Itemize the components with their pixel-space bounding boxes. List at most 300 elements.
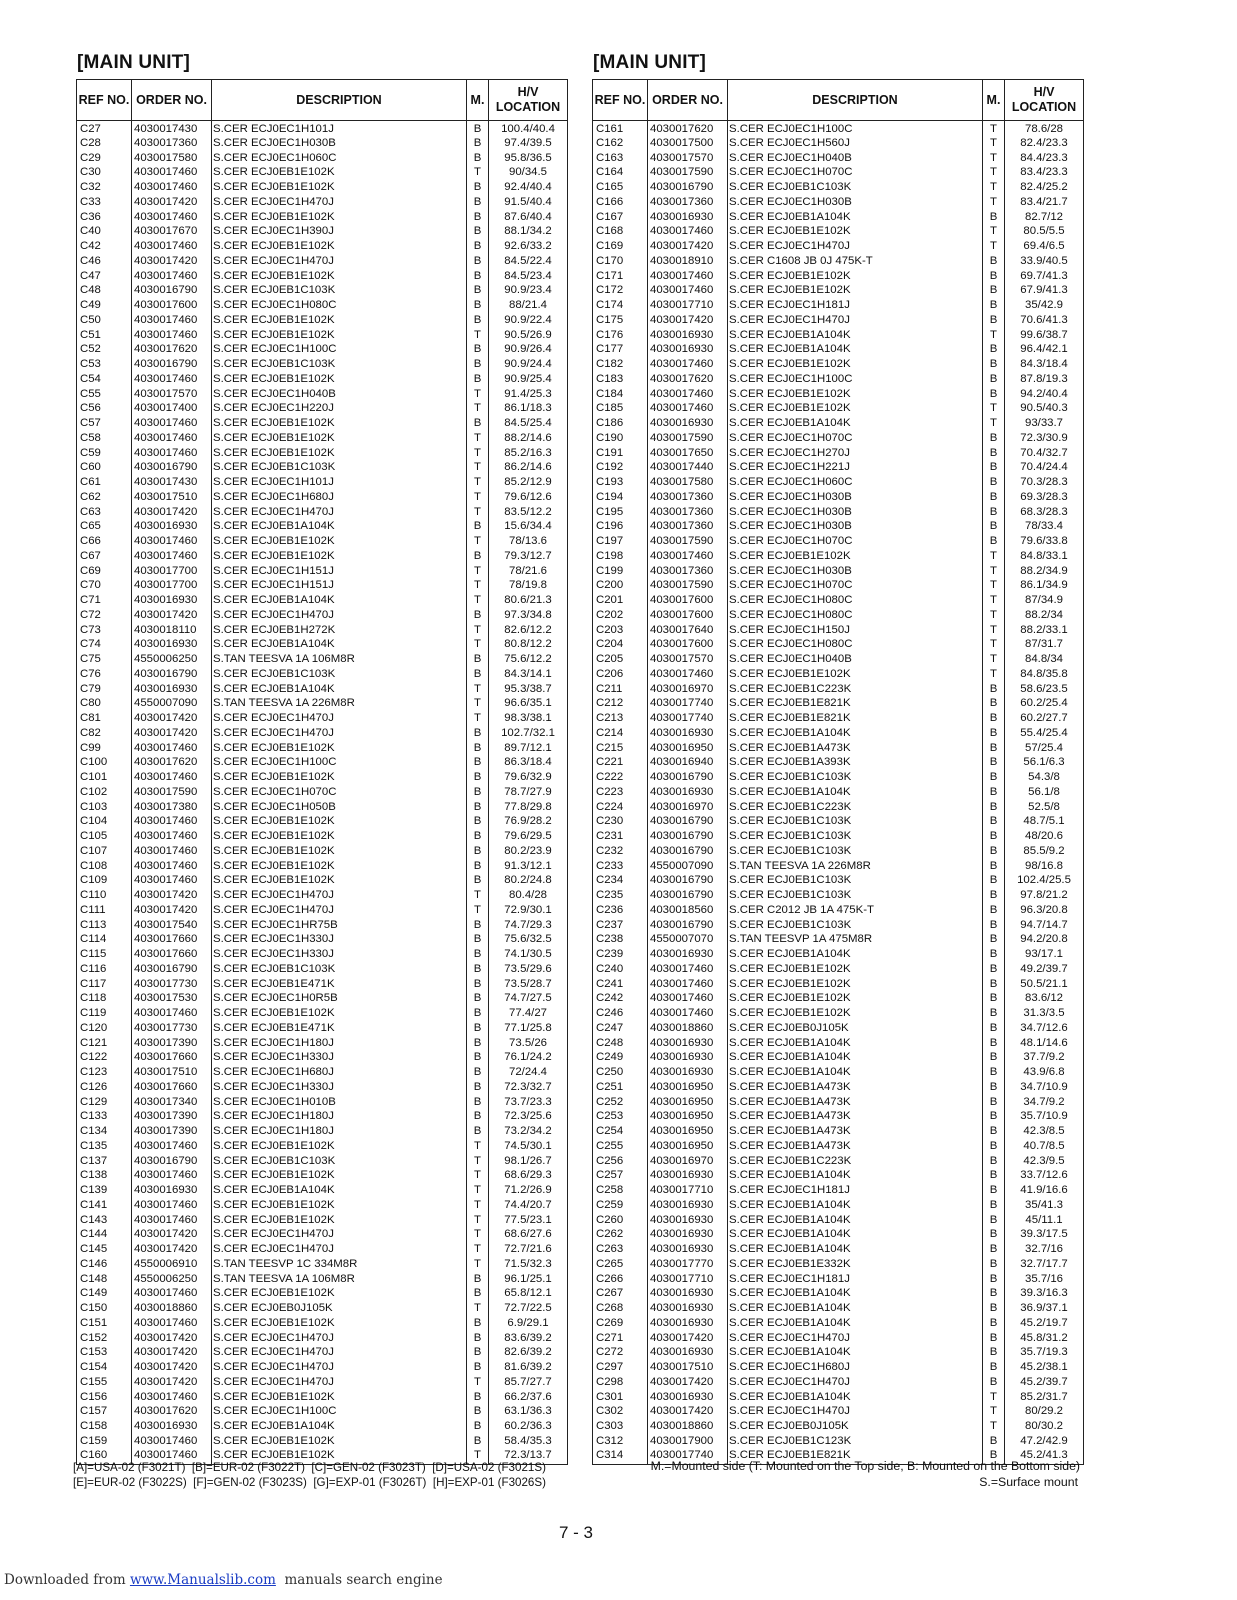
- order-no: 4030017420: [132, 1360, 212, 1375]
- description: S.CER ECJ0EB1E102K: [212, 1169, 467, 1184]
- description: S.TAN TEESVA 1A 106M8R: [212, 652, 467, 667]
- description: S.CER ECJ0EB1E102K: [212, 844, 467, 859]
- table-row: [77, 446, 568, 461]
- hv-location: 90.9/22.4: [489, 313, 568, 328]
- description: S.CER ECJ0EB1C123K: [728, 1434, 983, 1449]
- description: S.CER ECJ0EB1E102K: [212, 1006, 467, 1021]
- mounted-side: T: [467, 1301, 489, 1316]
- table-row: [593, 1316, 1084, 1331]
- mounted-side: B: [983, 1080, 1005, 1095]
- ref-no: C235: [593, 888, 648, 903]
- mounted-side: T: [983, 225, 1005, 240]
- order-no: 4030017360: [648, 490, 728, 505]
- description: S.CER ECJ0EC1H030B: [728, 490, 983, 505]
- description: S.CER ECJ0EB1E102K: [212, 770, 467, 785]
- table-row: [77, 1228, 568, 1243]
- mounted-side: B: [467, 372, 489, 387]
- table-row: [77, 1095, 568, 1110]
- ref-no: C46: [77, 254, 132, 269]
- description: S.CER ECJ0EC1H030B: [728, 564, 983, 579]
- hv-location: 84.5/22.4: [489, 254, 568, 269]
- hv-location: 36.9/37.1: [1005, 1301, 1084, 1316]
- order-no: 4030017640: [648, 623, 728, 638]
- table-row: [77, 888, 568, 903]
- table-row: [593, 593, 1084, 608]
- table-row: [593, 1434, 1084, 1449]
- table-row: [77, 328, 568, 343]
- ref-no: C238: [593, 933, 648, 948]
- description: S.CER ECJ0EB1E102K: [728, 269, 983, 284]
- hv-location: 98/16.8: [1005, 859, 1084, 874]
- description: S.CER ECJ0EC1H030B: [212, 136, 467, 151]
- hv-location: 74.5/30.1: [489, 1139, 568, 1154]
- hv-location: 80/29.2: [1005, 1405, 1084, 1420]
- hv-location: 91.3/12.1: [489, 859, 568, 874]
- table-row: [593, 416, 1084, 431]
- ref-no: C297: [593, 1360, 648, 1375]
- description: S.CER ECJ0EB1C103K: [728, 874, 983, 889]
- order-no: 4030016930: [648, 1287, 728, 1302]
- table-row: [593, 1405, 1084, 1420]
- order-no: 4030017460: [132, 1434, 212, 1449]
- description: S.CER ECJ0EB1A473K: [728, 741, 983, 756]
- order-no: 4030016950: [648, 1110, 728, 1125]
- order-no: 4030016790: [648, 180, 728, 195]
- description: S.CER ECJ0EB1E102K: [728, 402, 983, 417]
- mounted-side: B: [467, 1272, 489, 1287]
- order-no: 4030017400: [132, 402, 212, 417]
- ref-no: C107: [77, 844, 132, 859]
- mounted-side-legend: M.=Mounted side (T: Mounted on the Top side, B: Mounted on the Bottom side): [650, 1459, 1080, 1473]
- hv-location: 41.9/16.6: [1005, 1183, 1084, 1198]
- ref-no: C183: [593, 372, 648, 387]
- table-row: [593, 1390, 1084, 1405]
- hv-location: 69.4/6.5: [1005, 239, 1084, 254]
- order-no: 4030017540: [132, 918, 212, 933]
- description: S.CER ECJ0EB1E102K: [728, 284, 983, 299]
- mounted-side: B: [983, 1301, 1005, 1316]
- order-no: 4030017730: [132, 1021, 212, 1036]
- hv-location: 45.8/31.2: [1005, 1331, 1084, 1346]
- ref-no: C176: [593, 328, 648, 343]
- ref-no: C185: [593, 402, 648, 417]
- order-no: 4030016950: [648, 741, 728, 756]
- hv-location: 63.1/36.3: [489, 1405, 568, 1420]
- table-row: [593, 608, 1084, 623]
- mounted-side: B: [467, 874, 489, 889]
- order-no: 4030017420: [648, 1405, 728, 1420]
- table-row: [77, 136, 568, 151]
- ref-no: C79: [77, 682, 132, 697]
- mounted-side: B: [467, 549, 489, 564]
- order-no: 4030017740: [648, 711, 728, 726]
- ref-no: C215: [593, 741, 648, 756]
- order-no: 4030017430: [132, 121, 212, 137]
- hv-location: 92.4/40.4: [489, 180, 568, 195]
- order-no: 4030016950: [648, 1080, 728, 1095]
- table-row: [593, 1095, 1084, 1110]
- mounted-side: B: [467, 1360, 489, 1375]
- hv-location: 31.3/3.5: [1005, 1006, 1084, 1021]
- mounted-side: T: [467, 682, 489, 697]
- description: S.CER ECJ0EC1H470J: [728, 1331, 983, 1346]
- table-row: [593, 1331, 1084, 1346]
- mounted-side: B: [467, 121, 489, 137]
- hv-location: 96.3/20.8: [1005, 903, 1084, 918]
- order-no: 4030017460: [132, 1449, 212, 1465]
- order-no: 4030017460: [648, 977, 728, 992]
- order-no: 4030017420: [648, 1331, 728, 1346]
- hv-location: 82.4/25.2: [1005, 180, 1084, 195]
- order-no: 4030016790: [132, 284, 212, 299]
- description: S.CER ECJ0EC1H030B: [728, 520, 983, 535]
- order-no: 4030017570: [648, 652, 728, 667]
- table-row: [593, 962, 1084, 977]
- description: S.CER ECJ0EB1E102K: [212, 313, 467, 328]
- table-row: [77, 505, 568, 520]
- hv-location: 69.3/28.3: [1005, 490, 1084, 505]
- mounted-side: B: [983, 1287, 1005, 1302]
- mounted-side: B: [467, 1095, 489, 1110]
- description: S.CER ECJ0EB1E102K: [212, 431, 467, 446]
- table-row: [77, 859, 568, 874]
- hv-location: 98.1/26.7: [489, 1154, 568, 1169]
- order-no: 4030017600: [648, 638, 728, 653]
- description: S.CER ECJ0EB1E102K: [212, 180, 467, 195]
- order-no: 4030017460: [132, 416, 212, 431]
- ref-no: C249: [593, 1051, 648, 1066]
- description: S.CER ECJ0EB1E102K: [212, 829, 467, 844]
- ref-no: C230: [593, 815, 648, 830]
- mounted-side: B: [467, 918, 489, 933]
- mounted-side: B: [467, 667, 489, 682]
- ref-no: C135: [77, 1139, 132, 1154]
- ref-no: C74: [77, 638, 132, 653]
- table-row: [593, 1139, 1084, 1154]
- ref-no: C55: [77, 387, 132, 402]
- ref-no: C251: [593, 1080, 648, 1095]
- ref-no: C269: [593, 1316, 648, 1331]
- mounted-side: B: [983, 254, 1005, 269]
- mounted-side: B: [983, 446, 1005, 461]
- hv-location: 83.4/21.7: [1005, 195, 1084, 210]
- table-row: [77, 1331, 568, 1346]
- description: S.CER ECJ0EB1E102K: [212, 416, 467, 431]
- table-row: [77, 815, 568, 830]
- ref-no: C42: [77, 239, 132, 254]
- table-row: [593, 579, 1084, 594]
- hv-location: 77.8/29.8: [489, 800, 568, 815]
- mounted-side: B: [983, 785, 1005, 800]
- header-description: DESCRIPTION: [212, 80, 467, 121]
- order-no: 4030016930: [648, 416, 728, 431]
- ref-no: C153: [77, 1346, 132, 1361]
- mounted-side: B: [983, 1331, 1005, 1346]
- table-row: [77, 977, 568, 992]
- table-row: [593, 328, 1084, 343]
- description: S.CER ECJ0EC1H680J: [728, 1360, 983, 1375]
- order-no: 4030017360: [648, 505, 728, 520]
- mounted-side: B: [467, 1419, 489, 1434]
- hv-location: 78/33.4: [1005, 520, 1084, 535]
- hv-location: 87.6/40.4: [489, 210, 568, 225]
- hv-location: 79.3/12.7: [489, 549, 568, 564]
- hv-location: 80.6/21.3: [489, 593, 568, 608]
- table-row: [77, 180, 568, 195]
- ref-no: C49: [77, 298, 132, 313]
- description: S.CER ECJ0EB1E821K: [728, 697, 983, 712]
- order-no: 4030017620: [648, 372, 728, 387]
- mounted-side: B: [983, 903, 1005, 918]
- ref-no: C272: [593, 1346, 648, 1361]
- table-row: [77, 284, 568, 299]
- order-no: 4030017660: [132, 947, 212, 962]
- table-row: [77, 933, 568, 948]
- hv-location: 33.9/40.5: [1005, 254, 1084, 269]
- order-no: 4030017590: [648, 166, 728, 181]
- ref-no: C158: [77, 1419, 132, 1434]
- description: S.CER ECJ0EC1H470J: [212, 195, 467, 210]
- model-variants-line-1: [A]=USA-02 (F3021T) [B]=EUR-02 (F3022T) [C]=GEN-02 (F3023T) [D]=USA-02 (F3021S): [73, 1461, 546, 1474]
- order-no: 4030018110: [132, 623, 212, 638]
- table-row: [593, 756, 1084, 771]
- description: S.CER ECJ0EB1C103K: [728, 770, 983, 785]
- order-no: 4030017700: [132, 564, 212, 579]
- table-row: [593, 933, 1084, 948]
- order-no: 4030016790: [132, 667, 212, 682]
- hv-location: 85.5/9.2: [1005, 844, 1084, 859]
- order-no: 4030017460: [132, 180, 212, 195]
- hv-location: 88/21.4: [489, 298, 568, 313]
- hv-location: 73.2/34.2: [489, 1124, 568, 1139]
- ref-no: C72: [77, 608, 132, 623]
- order-no: 4030017460: [132, 166, 212, 181]
- order-no: 4030016930: [648, 1346, 728, 1361]
- table-row: [77, 372, 568, 387]
- mounted-side: B: [983, 874, 1005, 889]
- mounted-side: B: [467, 829, 489, 844]
- table-row: [593, 475, 1084, 490]
- ref-no: C314: [593, 1449, 648, 1465]
- table-row: [77, 1375, 568, 1390]
- ref-no: C156: [77, 1390, 132, 1405]
- order-no: 4030017340: [132, 1095, 212, 1110]
- order-no: 4030017390: [132, 1036, 212, 1051]
- order-no: 4030017660: [132, 1080, 212, 1095]
- order-no: 4030017510: [132, 1065, 212, 1080]
- order-no: 4030016930: [132, 593, 212, 608]
- ref-no: C66: [77, 534, 132, 549]
- mounted-side: B: [467, 1080, 489, 1095]
- description: S.CER ECJ0EC1H180J: [212, 1124, 467, 1139]
- table-row: [593, 166, 1084, 181]
- mounted-side: B: [983, 461, 1005, 476]
- hv-location: 70.6/41.3: [1005, 313, 1084, 328]
- description: S.CER ECJ0EC1H181J: [728, 298, 983, 313]
- table-row: [77, 416, 568, 431]
- ref-no: C157: [77, 1405, 132, 1420]
- mounted-side: T: [983, 121, 1005, 137]
- order-no: 4030017650: [648, 446, 728, 461]
- description: S.TAN TEESVP 1A 475M8R: [728, 933, 983, 948]
- hv-location: 90.9/25.4: [489, 372, 568, 387]
- order-no: 4030017360: [648, 195, 728, 210]
- table-row: [593, 1021, 1084, 1036]
- ref-no: C231: [593, 829, 648, 844]
- ref-no: C248: [593, 1036, 648, 1051]
- order-no: 4030016790: [132, 962, 212, 977]
- order-no: 4030017460: [132, 874, 212, 889]
- order-no: 4030017460: [132, 770, 212, 785]
- table-row: [77, 195, 568, 210]
- table-row: [593, 1065, 1084, 1080]
- description: S.CER ECJ0EB1E102K: [728, 962, 983, 977]
- ref-no: C237: [593, 918, 648, 933]
- order-no: 4030017460: [648, 992, 728, 1007]
- mounted-side: B: [983, 534, 1005, 549]
- ref-no: C263: [593, 1242, 648, 1257]
- hv-location: 88.2/33.1: [1005, 623, 1084, 638]
- description: S.CER ECJ0EC1H100C: [212, 343, 467, 358]
- ref-no: C81: [77, 711, 132, 726]
- order-no: 4030016930: [648, 1198, 728, 1213]
- description: S.CER ECJ0EB1E102K: [212, 166, 467, 181]
- hv-location: 67.9/41.3: [1005, 284, 1084, 299]
- table-row: [593, 372, 1084, 387]
- order-no: 4030016790: [648, 844, 728, 859]
- mounted-side: B: [983, 888, 1005, 903]
- table-row: [593, 1213, 1084, 1228]
- mounted-side: B: [467, 726, 489, 741]
- ref-no: C129: [77, 1095, 132, 1110]
- mounted-side: B: [467, 756, 489, 771]
- description: S.CER ECJ0EB1A104K: [728, 1169, 983, 1184]
- mounted-side: T: [467, 579, 489, 594]
- description: S.CER ECJ0EC1H470J: [212, 1375, 467, 1390]
- table-row: [593, 1287, 1084, 1302]
- table-row: [77, 1360, 568, 1375]
- mounted-side: B: [467, 785, 489, 800]
- ref-no: C169: [593, 239, 648, 254]
- model-variants-line-2: [E]=EUR-02 (F3022S) [F]=GEN-02 (F3023S) [G]=EXP-01 (F3026T) [H]=EXP-01 (F3026S): [73, 1476, 546, 1489]
- hv-location: 90.9/26.4: [489, 343, 568, 358]
- mounted-side: B: [983, 1375, 1005, 1390]
- table-row: [77, 1080, 568, 1095]
- hv-location: 86.1/34.9: [1005, 579, 1084, 594]
- table-row: [593, 298, 1084, 313]
- ref-no: C159: [77, 1434, 132, 1449]
- ref-no: C167: [593, 210, 648, 225]
- mounted-side: B: [467, 608, 489, 623]
- ref-no: C103: [77, 800, 132, 815]
- hv-location: 32.7/17.7: [1005, 1257, 1084, 1272]
- order-no: 4030017510: [132, 490, 212, 505]
- table-row: [77, 1257, 568, 1272]
- mounted-side: T: [983, 623, 1005, 638]
- ref-no: C120: [77, 1021, 132, 1036]
- ref-no: C56: [77, 402, 132, 417]
- mounted-side: T: [467, 888, 489, 903]
- description: S.CER ECJ0EB1H272K: [212, 623, 467, 638]
- hv-location: 83.5/12.2: [489, 505, 568, 520]
- description: S.CER ECJ0EB1E102K: [212, 239, 467, 254]
- mounted-side: B: [983, 387, 1005, 402]
- hv-location: 35/41.3: [1005, 1198, 1084, 1213]
- mounted-side: B: [983, 490, 1005, 505]
- header-description: DESCRIPTION: [728, 80, 983, 121]
- order-no: 4030016970: [648, 1154, 728, 1169]
- hv-location: 35.7/16: [1005, 1272, 1084, 1287]
- ref-no: C119: [77, 1006, 132, 1021]
- hv-location: 82.4/23.3: [1005, 136, 1084, 151]
- table-row: [77, 151, 568, 166]
- hv-location: 84.8/35.8: [1005, 667, 1084, 682]
- table-row: [593, 313, 1084, 328]
- hv-location: 80.2/23.9: [489, 844, 568, 859]
- description: S.CER ECJ0EC1H080C: [728, 608, 983, 623]
- ref-no: C27: [77, 121, 132, 137]
- ref-no: C113: [77, 918, 132, 933]
- ref-no: C76: [77, 667, 132, 682]
- ref-no: C192: [593, 461, 648, 476]
- description: S.CER ECJ0EB1E102K: [212, 741, 467, 756]
- manualslib-link[interactable]: www.Manualslib.com: [129, 1572, 276, 1588]
- description: S.CER ECJ0EB1A104K: [728, 1198, 983, 1213]
- description: S.CER ECJ0EC1H470J: [728, 313, 983, 328]
- mounted-side: T: [467, 711, 489, 726]
- hv-location: 45.2/39.7: [1005, 1375, 1084, 1390]
- hv-location: 86.3/18.4: [489, 756, 568, 771]
- description: S.CER ECJ0EC1H470J: [728, 1405, 983, 1420]
- description: S.CER ECJ0EC1H0R5B: [212, 992, 467, 1007]
- description: S.CER ECJ0EB1C103K: [212, 357, 467, 372]
- table-row: [593, 1110, 1084, 1125]
- table-row: [77, 298, 568, 313]
- order-no: 4030017460: [132, 815, 212, 830]
- description: S.CER ECJ0EB1A473K: [728, 1139, 983, 1154]
- hv-location: 84.4/23.3: [1005, 151, 1084, 166]
- description: S.CER ECJ0EB1A104K: [728, 1390, 983, 1405]
- ref-no: C267: [593, 1287, 648, 1302]
- description: S.CER ECJ0EB1E102K: [212, 1213, 467, 1228]
- description: S.CER ECJ0EB1C103K: [212, 667, 467, 682]
- ref-no: C255: [593, 1139, 648, 1154]
- order-no: 4030016930: [648, 1036, 728, 1051]
- mounted-side: T: [467, 1228, 489, 1243]
- description: S.CER ECJ0EC1H470J: [212, 505, 467, 520]
- ref-no: C162: [593, 136, 648, 151]
- description: S.CER ECJ0EC1H180J: [212, 1110, 467, 1125]
- ref-no: C233: [593, 859, 648, 874]
- order-no: 4030016930: [648, 1169, 728, 1184]
- mounted-side: T: [983, 652, 1005, 667]
- order-no: 4030016930: [132, 682, 212, 697]
- hv-location: 79.6/29.5: [489, 829, 568, 844]
- table-row: [593, 697, 1084, 712]
- hv-location: 80/30.2: [1005, 1419, 1084, 1434]
- table-row: [77, 1405, 568, 1420]
- mounted-side: B: [467, 1110, 489, 1125]
- hv-location: 71.5/32.3: [489, 1257, 568, 1272]
- table-row: [77, 1124, 568, 1139]
- mounted-side: B: [983, 697, 1005, 712]
- description: S.CER ECJ0EB1E821K: [728, 711, 983, 726]
- hv-location: 73.5/28.7: [489, 977, 568, 992]
- order-no: 4030017460: [132, 741, 212, 756]
- hv-location: 49.2/39.7: [1005, 962, 1084, 977]
- table-row: [593, 829, 1084, 844]
- ref-no: C312: [593, 1434, 648, 1449]
